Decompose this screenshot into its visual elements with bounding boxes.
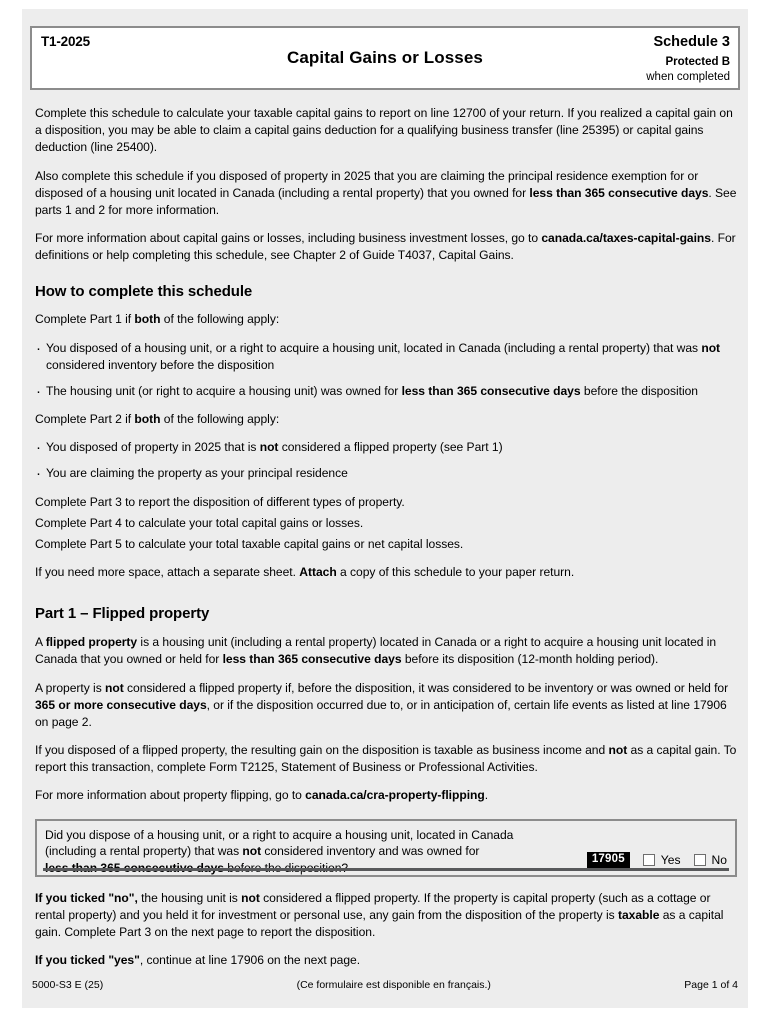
question-box-rule: [43, 868, 729, 871]
part-1-heading: Part 1 – Flipped property: [35, 605, 210, 623]
form-body: [30, 105, 740, 969]
part2-intro-emphasis: both: [134, 412, 161, 427]
ticked-no-text-a: the housing unit is: [137, 890, 242, 905]
p3-emphasis-not: not: [608, 743, 628, 758]
bullet1-emphasis: not: [701, 340, 721, 355]
ticked-no-emphasis-not: not: [241, 890, 260, 905]
cra-property-flipping-link[interactable]: canada.ca/cra-property-flipping: [305, 788, 485, 803]
page-footer: [32, 979, 738, 991]
bullet3-emphasis: not: [259, 440, 279, 455]
question-line2-text-b: considered inventory and was owned for: [261, 844, 480, 859]
form-content: [30, 26, 740, 980]
question-line-1: Did you dispose of a housing unit, or a right to acquire a housing unit, located in Canada: [45, 827, 514, 842]
protected-b-label: Protected B: [665, 56, 730, 69]
french-availability-note: (Ce formulaire est disponible en français.): [296, 979, 491, 991]
part1-paragraph-3: [35, 742, 737, 776]
p2-emphasis-days: 365 or more consecutive days: [35, 697, 207, 712]
attach-instruction: [35, 564, 737, 581]
p2-text-c: , or if the disposition occurred due to, or in anticipation of, certain life events as listed at line 17906 on page 2.: [35, 697, 727, 729]
intro-p2-text-b: . See parts 1 and 2 for more information.: [35, 185, 737, 217]
intro-paragraph-3: [35, 230, 737, 264]
intro-p3-text-b: . For definitions or help completing this schedule, see Chapter 2 of Guide T4037, Capital Gains.: [35, 231, 736, 263]
bullet1-text-a: You disposed of a housing unit, or a right to acquire a housing unit, located in Canada (including a rental property) that was: [46, 340, 702, 355]
ticked-no-emphasis: If you ticked "no",: [35, 890, 138, 905]
yes-checkbox-group[interactable]: [643, 853, 681, 867]
page-number-label: Page 1 of 4: [684, 979, 738, 991]
schedule-number-label: Schedule 3: [653, 34, 730, 50]
part2-intro-text-b: of the following apply:: [160, 412, 280, 427]
part1-conditions-list: [35, 340, 737, 401]
part1-intro-text-a: Complete Part 1 if: [35, 312, 135, 327]
line-number-17905: 17905: [587, 852, 630, 868]
p2-emphasis-not: not: [105, 680, 124, 695]
when-completed-label: when completed: [646, 71, 730, 84]
p1-text-c: before its disposition (12-month holding period).: [401, 652, 659, 667]
part3-line: Complete Part 3 to report the disposition of different types of property.: [35, 494, 405, 509]
question-line2-text-a: (including a rental property) that was: [45, 844, 243, 859]
part4-line: Complete Part 4 to calculate your total capital gains or losses.: [35, 515, 364, 530]
header-right-block: [646, 33, 730, 85]
form-code-label: 5000-S3 E (25): [32, 979, 104, 991]
part1-intro-text-b: of the following apply:: [160, 312, 280, 327]
attach-text-b: a copy of this schedule to your paper return.: [336, 565, 575, 580]
bullet1-text-b: considered inventory before the disposition: [46, 357, 275, 372]
list-item: [35, 340, 737, 374]
p1-text-b: is a housing unit (including a rental property) located in Canada or a right to acquire a housing unit located in Canada that you owned or held for: [35, 635, 717, 667]
part5-line: Complete Part 5 to calculate your total taxable capital gains or net capital losses.: [35, 536, 464, 551]
bullet2-text-a: The housing unit (or right to acquire a housing unit) was owned for: [46, 383, 402, 398]
bullet2-text-b: before the disposition: [580, 383, 698, 398]
parts-3-4-5-lines: [35, 494, 737, 554]
part2-intro-text-a: Complete Part 2 if: [35, 412, 135, 427]
form-page-sheet: [22, 9, 748, 1008]
flipped-property-question-box: [35, 819, 737, 877]
form-id-label: T1-2025: [41, 34, 90, 49]
bullet2-emphasis: less than 365 consecutive days: [401, 383, 581, 398]
ticked-yes-paragraph: [35, 952, 737, 969]
yes-label: Yes: [660, 852, 681, 867]
part2-conditions-list: [35, 439, 737, 482]
part1-paragraph-4: [35, 787, 737, 804]
part1-condition-intro: [35, 311, 737, 328]
ticked-no-emphasis-taxable: taxable: [617, 907, 660, 922]
no-checkbox[interactable]: [694, 854, 706, 866]
part1-paragraph-2: [35, 680, 737, 732]
flipped-property-term: flipped property: [45, 635, 138, 650]
list-item: [35, 439, 737, 456]
intro-p2-text-a: Also complete this schedule if you disposed of property in 2025 that you are claiming the principal residence exemption for or disposed of a housing unit located in Canada (including a rental property) that you owned for: [35, 168, 699, 200]
bullet3-text-a: You disposed of property in 2025 that is: [46, 440, 260, 455]
intro-paragraph-1: [35, 105, 737, 157]
bullet3-text-b: considered a flipped property (see Part 1): [278, 440, 503, 455]
part1-paragraph-1: [35, 634, 737, 668]
attach-text-a: If you need more space, attach a separate sheet.: [35, 565, 300, 580]
intro-paragraph-2: [35, 168, 737, 220]
p2-text-b: considered a flipped property if, before the disposition, it was considered to be inventory or was owned or held for: [123, 680, 729, 695]
question-answer-controls: [587, 852, 727, 868]
part1-intro-emphasis: both: [134, 312, 161, 327]
question-line2-emphasis: not: [242, 844, 262, 859]
p3-text-a: If you disposed of a flipped property, the resulting gain on the disposition is taxable as business income and: [35, 743, 609, 758]
no-label: No: [711, 852, 727, 867]
taxes-capital-gains-link[interactable]: canada.ca/taxes-capital-gains: [541, 231, 711, 246]
ticked-no-text-b: considered a flipped property. If the property is capital property (such as a cottage or rental property) and you held it for investment or personal use, any gain from the disposition of the property is: [35, 890, 711, 922]
p2-text-a: A property is: [35, 680, 106, 695]
list-item: · You are claiming the property as your principal residence: [35, 465, 737, 482]
how-to-heading: How to complete this schedule: [35, 283, 253, 301]
p3-text-b: as a capital gain. To report this transaction, complete Form T2125, Statement of Business or Professional Activities.: [35, 743, 737, 775]
attach-emphasis: Attach: [299, 565, 337, 580]
list-item: [35, 383, 737, 400]
p4-text-a: For more information about property flipping, go to: [35, 788, 306, 803]
part2-condition-intro: [35, 411, 737, 428]
intro-p1-text: Complete this schedule to calculate your taxable capital gains to report on line 12700 of your return. If you realized a capital gain on a disposition, you may be able to claim a capital gains deduction for a qualifying business transfer (line 25395) or capital gains deduction (line 25400).: [35, 106, 733, 155]
ticked-yes-text: , continue at line 17906 on the next page.: [139, 953, 361, 968]
p1-emphasis-days: less than 365 consecutive days: [222, 652, 402, 667]
no-checkbox-group[interactable]: [694, 853, 727, 867]
ticked-no-text-c: as a capital gain. Complete Part 3 on the next page to report the disposition.: [35, 907, 724, 939]
p4-text-b: .: [484, 788, 489, 803]
intro-p2-emphasis: less than 365 consecutive days: [529, 185, 709, 200]
page-title: Capital Gains or Losses: [287, 48, 483, 67]
intro-p3-text-a: For more information about capital gains or losses, including business investment losses, go to: [35, 231, 542, 246]
p1-text-a: A: [35, 635, 46, 650]
ticked-yes-emphasis: If you ticked "yes": [35, 953, 140, 968]
yes-checkbox[interactable]: [643, 854, 655, 866]
form-header-box: [30, 26, 740, 90]
ticked-no-paragraph: [35, 890, 737, 942]
